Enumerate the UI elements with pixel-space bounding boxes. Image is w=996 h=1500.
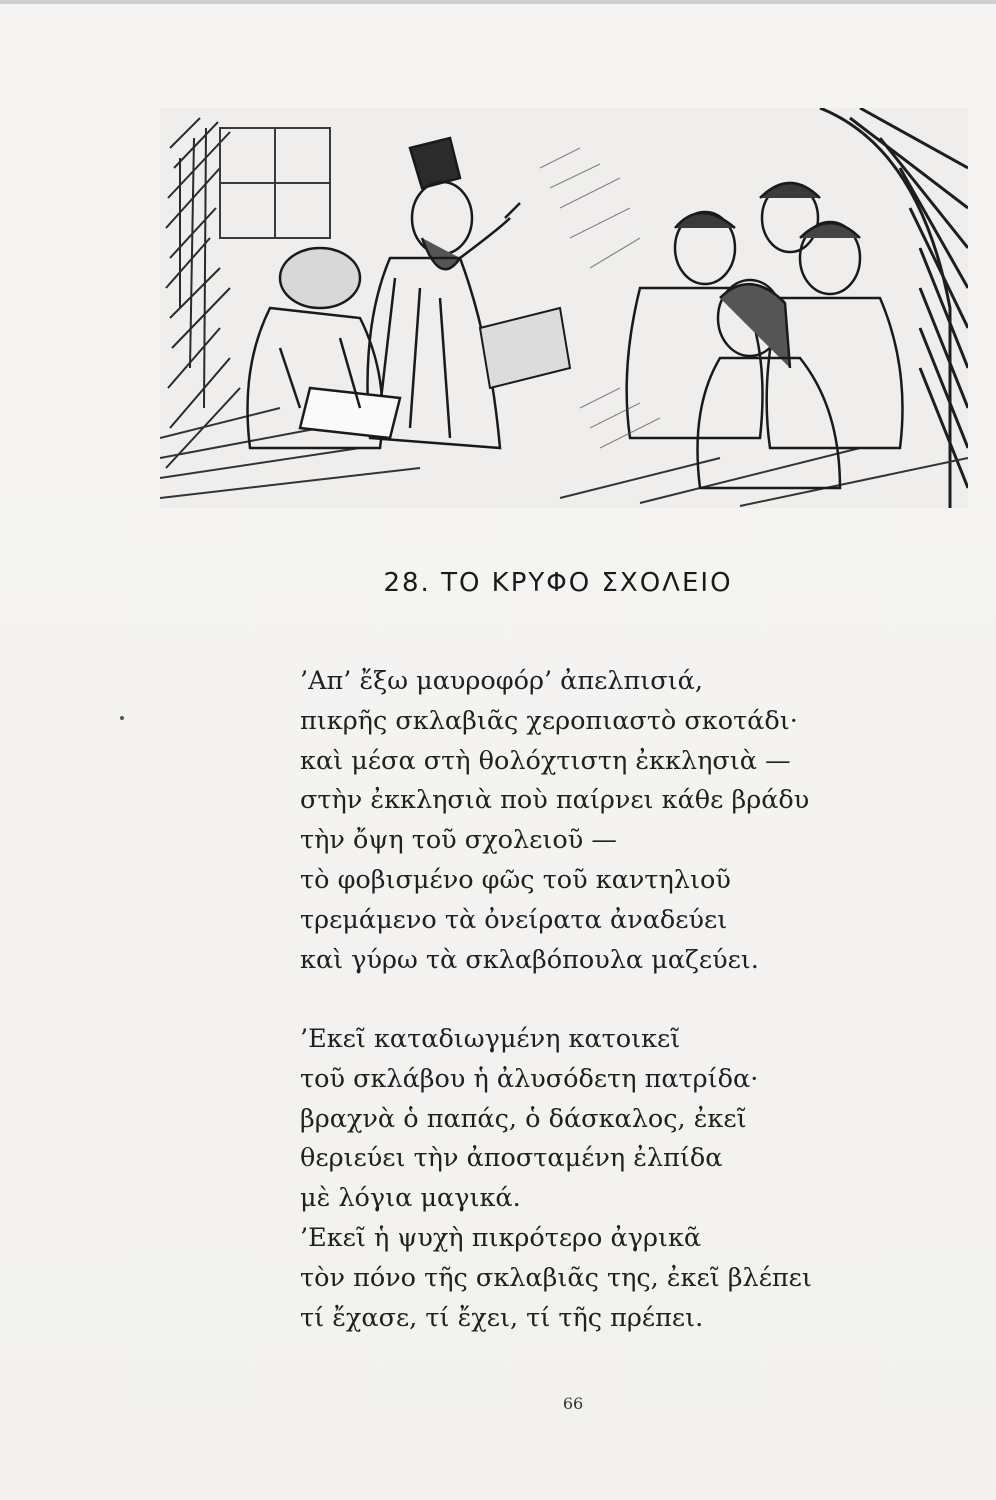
poem-line: μὲ λόγια μαγικά. xyxy=(300,1183,521,1214)
poem-line: ’Εκεῖ ἡ ψυχὴ πικρότερο ἀγρικᾶ xyxy=(300,1222,702,1253)
poem-line: τί ἔχασε, τί ἔχει, τί τῆς πρέπει. xyxy=(300,1302,704,1333)
poem-line: καὶ μέσα στὴ θολόχτιστη ἐκκλησιὰ — xyxy=(300,745,791,776)
poem-line: τὴν ὄψη τοῦ σχολειοῦ — xyxy=(300,825,617,856)
poem-line: ’Εκεῖ καταδιωγμένη κατοικεῖ xyxy=(300,1024,681,1054)
poem-line: τὸ φοβισμένο φῶς τοῦ καντηλιοῦ xyxy=(300,864,731,895)
poem-stanza-1 xyxy=(300,662,809,980)
poem-line: θεριεύει τὴν ἀποσταμένη ἐλπίδα xyxy=(300,1143,723,1174)
poem-line: βραχνὰ ὁ παπάς, ὁ δάσκαλος, ἐκεῖ xyxy=(300,1103,747,1134)
poem-line: στὴν ἐκκλησιὰ ποὺ παίρνει κάθε βράδυ xyxy=(300,785,810,816)
margin-dot xyxy=(120,716,124,720)
poem-line: τρεμάμενο τὰ ὀνείρατα ἀναδεύει xyxy=(300,904,728,935)
poem-line: ’Απ’ ἔξω μαυροφόρ’ ἀπελπισιά, xyxy=(300,666,704,696)
poem-line: πικρῆς σκλαβιᾶς χεροπιαστὸ σκοτάδι· xyxy=(300,705,798,736)
poem-stanza-2 xyxy=(300,1020,812,1338)
secret-school-illustration xyxy=(160,108,968,508)
chapter-title: 28. ΤΟ ΚΡΥΦΟ ΣΧΟΛΕΙΟ xyxy=(383,568,733,598)
poem-line: τοῦ σκλάβου ἡ ἀλυσόδετη πατρίδα· xyxy=(300,1063,759,1094)
poem-line: καὶ γύρω τὰ σκλαβόπουλα μαζεύει. xyxy=(300,944,759,975)
poem-line: τὸν πόνο τῆς σκλαβιᾶς της, ἐκεῖ βλέπει xyxy=(300,1262,812,1293)
page-top-edge xyxy=(0,0,996,4)
page-number: 66 xyxy=(562,1394,584,1413)
